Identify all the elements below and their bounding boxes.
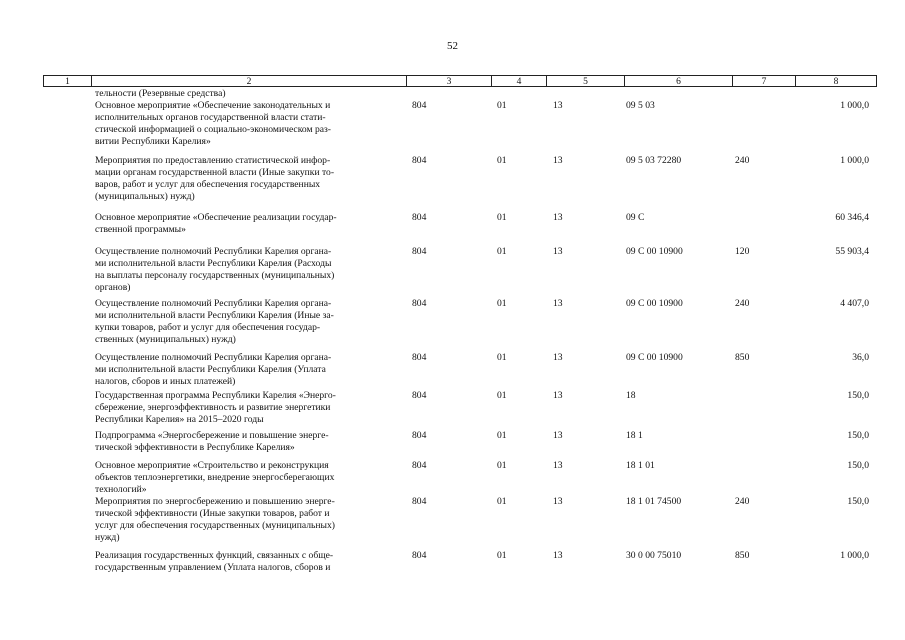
row-name-line: ственной программы»	[95, 224, 186, 236]
row-subsection: 13	[553, 298, 563, 309]
header-col-6: 6	[624, 75, 732, 87]
row-name-line: витии Республики Карелия»	[95, 136, 211, 148]
row-name-line: ми исполнительной власти Республики Карелия (Расходы	[95, 258, 332, 270]
row-expense-type: 240	[735, 496, 750, 507]
row-name-line: Осуществление полномочий Республики Карелия органа-	[95, 298, 332, 309]
row-name-line: тической эффективности (Иные закупки товаров, работ и	[95, 508, 330, 520]
row-section: 01	[497, 246, 507, 257]
row-name	[95, 246, 400, 294]
row-sum: 1 000,0	[840, 550, 869, 561]
row-expense-type: 850	[735, 352, 750, 363]
row-name-line: Основное мероприятие «Обеспечение реализации государ-	[95, 212, 337, 223]
row-name-line: стической информацией о социально-экономическом раз-	[95, 124, 331, 136]
row-target-article: 18	[626, 390, 636, 401]
row-target-article: 09 5 03	[626, 100, 655, 111]
row-name-line: нужд)	[95, 532, 120, 544]
row-sum: 55 903,4	[835, 246, 869, 257]
row-grbs: 804	[412, 100, 427, 111]
row-name-line: ственных (муниципальных) нужд)	[95, 334, 236, 346]
row-name-line: тической эффективности в Республике Карелия»	[95, 442, 295, 454]
row-expense-type: 240	[735, 155, 750, 166]
row-section: 01	[497, 100, 507, 111]
row-subsection: 13	[553, 496, 563, 507]
row-name-line: услуг для обеспечения государственных (муниципальных)	[95, 520, 335, 532]
row-grbs: 804	[412, 298, 427, 309]
row-name	[95, 155, 400, 203]
row-name-line: объектов теплоэнергетики, внедрение энергосберегающих	[95, 472, 335, 484]
row-expense-type: 850	[735, 550, 750, 561]
row-name-line: сбережение, энергоэффективность и развитие энергетики	[95, 402, 331, 414]
row-target-article: 09 С 00 10900	[626, 298, 683, 309]
row-subsection: 13	[553, 460, 563, 471]
row-name	[95, 352, 400, 388]
row-name-line: варов, работ и услуг для обеспечения государственных	[95, 179, 321, 191]
header-col-5: 5	[546, 75, 624, 87]
row-sum: 4 407,0	[840, 298, 869, 309]
row-name-line: тельности (Резервные средства)	[95, 88, 226, 99]
row-name	[95, 88, 400, 100]
row-subsection: 13	[553, 212, 563, 223]
row-name-line: государственным управлением (Уплата налогов, сборов и	[95, 562, 331, 574]
row-grbs: 804	[412, 155, 427, 166]
header-col-8: 8	[795, 75, 877, 87]
row-name-line: Государственная программа Республики Карелия «Энерго-	[95, 390, 336, 401]
row-target-article: 18 1 01 74500	[626, 496, 682, 507]
row-section: 01	[497, 460, 507, 471]
header-col-2: 2	[91, 75, 406, 87]
row-target-article: 09 С 00 10900	[626, 246, 683, 257]
row-name	[95, 430, 400, 454]
row-target-article: 30 0 00 75010	[626, 550, 682, 561]
row-sum: 150,0	[847, 460, 869, 471]
row-section: 01	[497, 550, 507, 561]
row-name	[95, 496, 400, 544]
header-col-3: 3	[406, 75, 491, 87]
row-name-line: мации органам государственной власти (Иные закупки то-	[95, 167, 335, 179]
row-name	[95, 100, 400, 148]
row-name-line: Основное мероприятие «Обеспечение законодательных и	[95, 100, 331, 111]
row-name	[95, 390, 400, 426]
row-sum: 1 000,0	[840, 100, 869, 111]
row-target-article: 09 С	[626, 212, 645, 223]
row-name-line: Подпрограмма «Энергосбережение и повышение энерге-	[95, 430, 329, 441]
row-sum: 60 346,4	[835, 212, 869, 223]
row-subsection: 13	[553, 550, 563, 561]
row-name-line: Реализация государственных функций, связанных с обще-	[95, 550, 334, 561]
row-name-line: Основное мероприятие «Строительство и реконструкция	[95, 460, 329, 471]
row-section: 01	[497, 298, 507, 309]
row-subsection: 13	[553, 390, 563, 401]
row-name-line: на выплаты персоналу государственных (муниципальных)	[95, 270, 335, 282]
row-sum: 150,0	[847, 390, 869, 401]
row-name-line: Мероприятия по энергосбережению и повышению энерге-	[95, 496, 335, 507]
row-subsection: 13	[553, 430, 563, 441]
row-grbs: 804	[412, 390, 427, 401]
row-expense-type: 240	[735, 298, 750, 309]
row-name-line: (муниципальных) нужд)	[95, 191, 195, 203]
row-grbs: 804	[412, 352, 427, 363]
header-col-4: 4	[491, 75, 546, 87]
row-target-article: 09 С 00 10900	[626, 352, 683, 363]
row-sum: 36,0	[852, 352, 869, 363]
row-subsection: 13	[553, 155, 563, 166]
row-name-line: Осуществление полномочий Республики Карелия органа-	[95, 246, 332, 257]
row-name-line: исполнительных органов государственной власти стати-	[95, 112, 326, 124]
row-target-article: 18 1	[626, 430, 643, 441]
row-expense-type: 120	[735, 246, 750, 257]
row-target-article: 09 5 03 72280	[626, 155, 682, 166]
row-subsection: 13	[553, 246, 563, 257]
row-name-line: налогов, сборов и иных платежей)	[95, 376, 236, 388]
header-col-1: 1	[43, 75, 91, 87]
row-name-line: технологий»	[95, 484, 147, 496]
row-grbs: 804	[412, 246, 427, 257]
row-name	[95, 460, 400, 496]
row-name	[95, 550, 400, 574]
row-grbs: 804	[412, 430, 427, 441]
page-number: 52	[447, 40, 458, 52]
row-name-line: Мероприятия по предоставлению статистической инфор-	[95, 155, 331, 166]
row-sum: 150,0	[847, 496, 869, 507]
row-section: 01	[497, 352, 507, 363]
row-name	[95, 212, 400, 236]
header-col-7: 7	[732, 75, 795, 87]
row-name-line: купки товаров, работ и услуг для обеспечения государ-	[95, 322, 321, 334]
row-section: 01	[497, 430, 507, 441]
row-name-line: ми исполнительной власти Республики Карелия (Иные за-	[95, 310, 334, 322]
row-target-article: 18 1 01	[626, 460, 655, 471]
row-subsection: 13	[553, 352, 563, 363]
row-grbs: 804	[412, 550, 427, 561]
row-sum: 1 000,0	[840, 155, 869, 166]
row-name-line: органов)	[95, 282, 131, 294]
row-name-line: Осуществление полномочий Республики Карелия органа-	[95, 352, 332, 363]
row-name-line: ми исполнительной власти Республики Карелия (Уплата	[95, 364, 326, 376]
row-grbs: 804	[412, 460, 427, 471]
row-grbs: 804	[412, 212, 427, 223]
row-name-line: Республики Карелия» на 2015–2020 годы	[95, 414, 264, 426]
row-section: 01	[497, 496, 507, 507]
row-sum: 150,0	[847, 430, 869, 441]
row-section: 01	[497, 212, 507, 223]
row-subsection: 13	[553, 100, 563, 111]
row-section: 01	[497, 155, 507, 166]
table-header	[0, 75, 905, 88]
row-name	[95, 298, 400, 346]
row-section: 01	[497, 390, 507, 401]
row-grbs: 804	[412, 496, 427, 507]
